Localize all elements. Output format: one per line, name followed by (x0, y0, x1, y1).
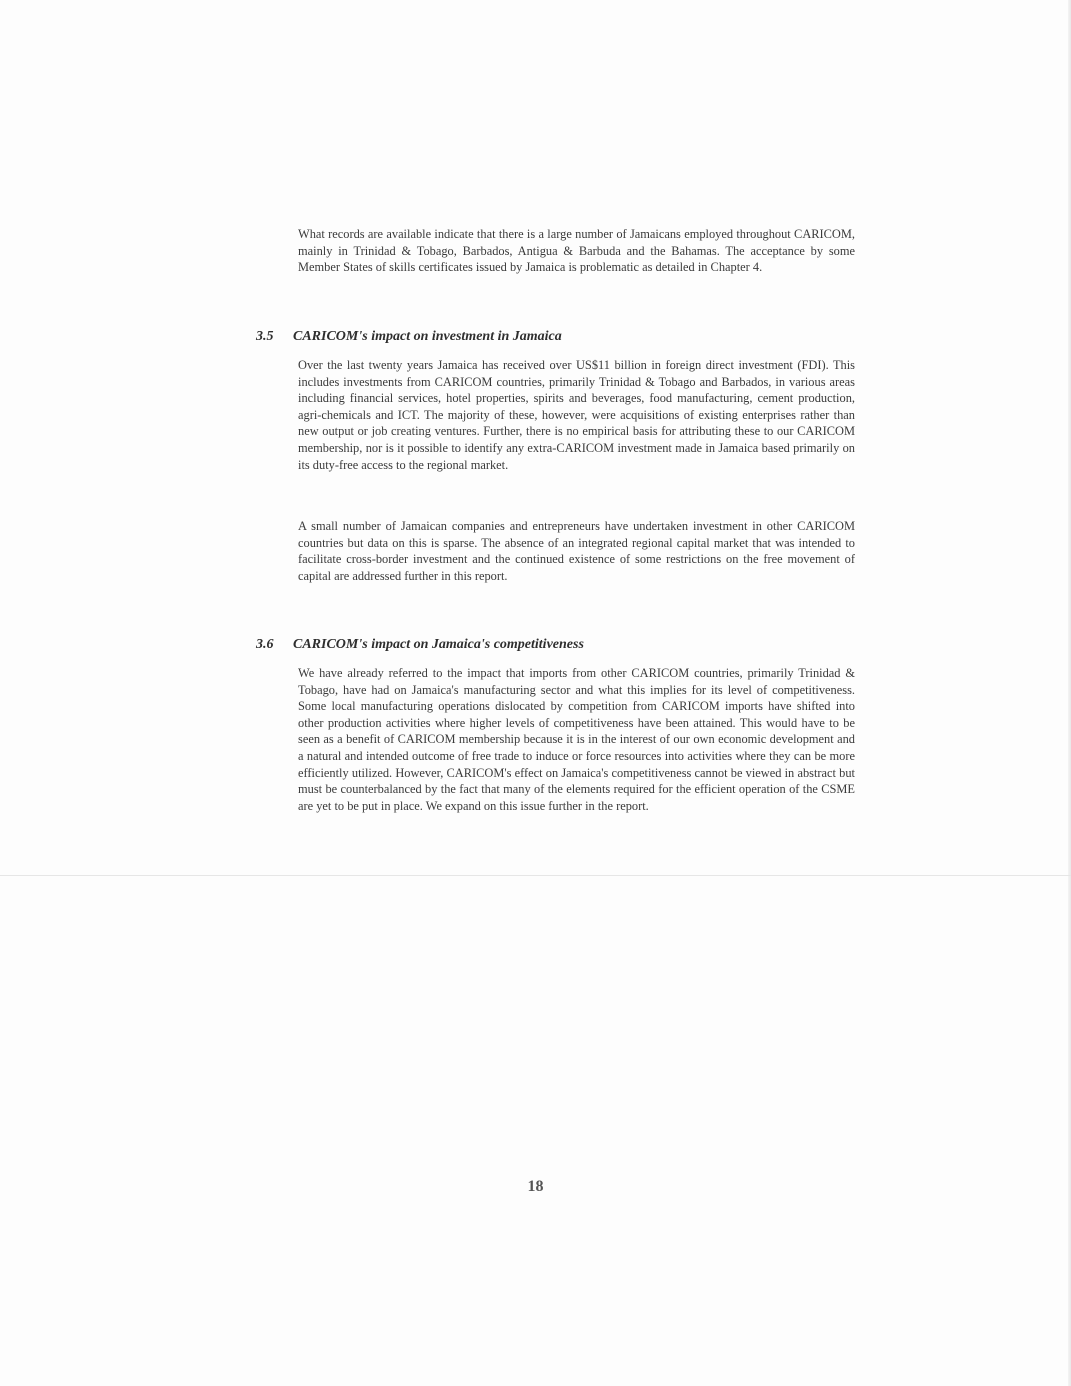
section-3-5-paragraph-1: Over the last twenty years Jamaica has received over US$11 billion in foreign direct investment (FDI). This includes investments from CARICOM countries, primarily Trinidad & Tobago and Barbados, in various areas including financial services, hotel properties, spirits and beverages, food manufacturing, cement production, agri-chemicals and ICT. The majority of these, however, were acquisitions of existing enterprises rather than new output or job creating ventures. Further, there is no empirical basis for attributing these to our CARICOM membership, nor is it possible to identify any extra-CARICOM investment made in Jamaica based primarily on its duty-free access to the regional market. (298, 358, 855, 472)
scan-fold-line (0, 875, 1071, 876)
section-number: 3.6 (256, 637, 274, 652)
section-title: CARICOM's impact on investment in Jamaica (293, 329, 562, 344)
intro-paragraph: What records are available indicate that there is a large number of Jamaicans employed throughout CARICOM, mainly in Trinidad & Tobago, Barbados, Antigua & Barbuda and the Bahamas. The acceptance by some Member States of skills certificates issued by Jamaica is problematic as detailed in Chapter 4. (298, 227, 855, 275)
section-heading-3-5 (256, 329, 856, 345)
section-title: CARICOM's impact on Jamaica's competitiveness (293, 637, 584, 652)
page-number: 18 (527, 1178, 544, 1195)
section-3-6-paragraph-1: We have already referred to the impact that imports from other CARICOM countries, primarily Trinidad & Tobago, have had on Jamaica's manufacturing sector and what this implies for its level of competitiveness. Some local manufacturing operations dislocated by competition from CARICOM imports have shifted into other production activities where higher levels of competitiveness have been attained. This would have to be seen as a benefit of CARICOM membership because it is in the interest of our own economic development and a natural and intended outcome of free trade to induce or force resources into activities where they can be more efficiently utilized. However, CARICOM's effect on Jamaica's competitiveness cannot be viewed in abstract but must be counterbalanced by the fact that many of the elements required for the efficient operation of the CSME are yet to be put in place. We expand on this issue further in the report. (298, 666, 855, 813)
section-heading-3-6 (256, 637, 856, 653)
section-number: 3.5 (256, 329, 274, 344)
section-3-5-paragraph-2: A small number of Jamaican companies and entrepreneurs have undertaken investment in other CARICOM countries but data on this is sparse. The absence of an integrated regional capital market that was intended to facilitate cross-border investment and the continued existence of some restrictions on the free movement of capital are addressed further in this report. (298, 519, 855, 583)
